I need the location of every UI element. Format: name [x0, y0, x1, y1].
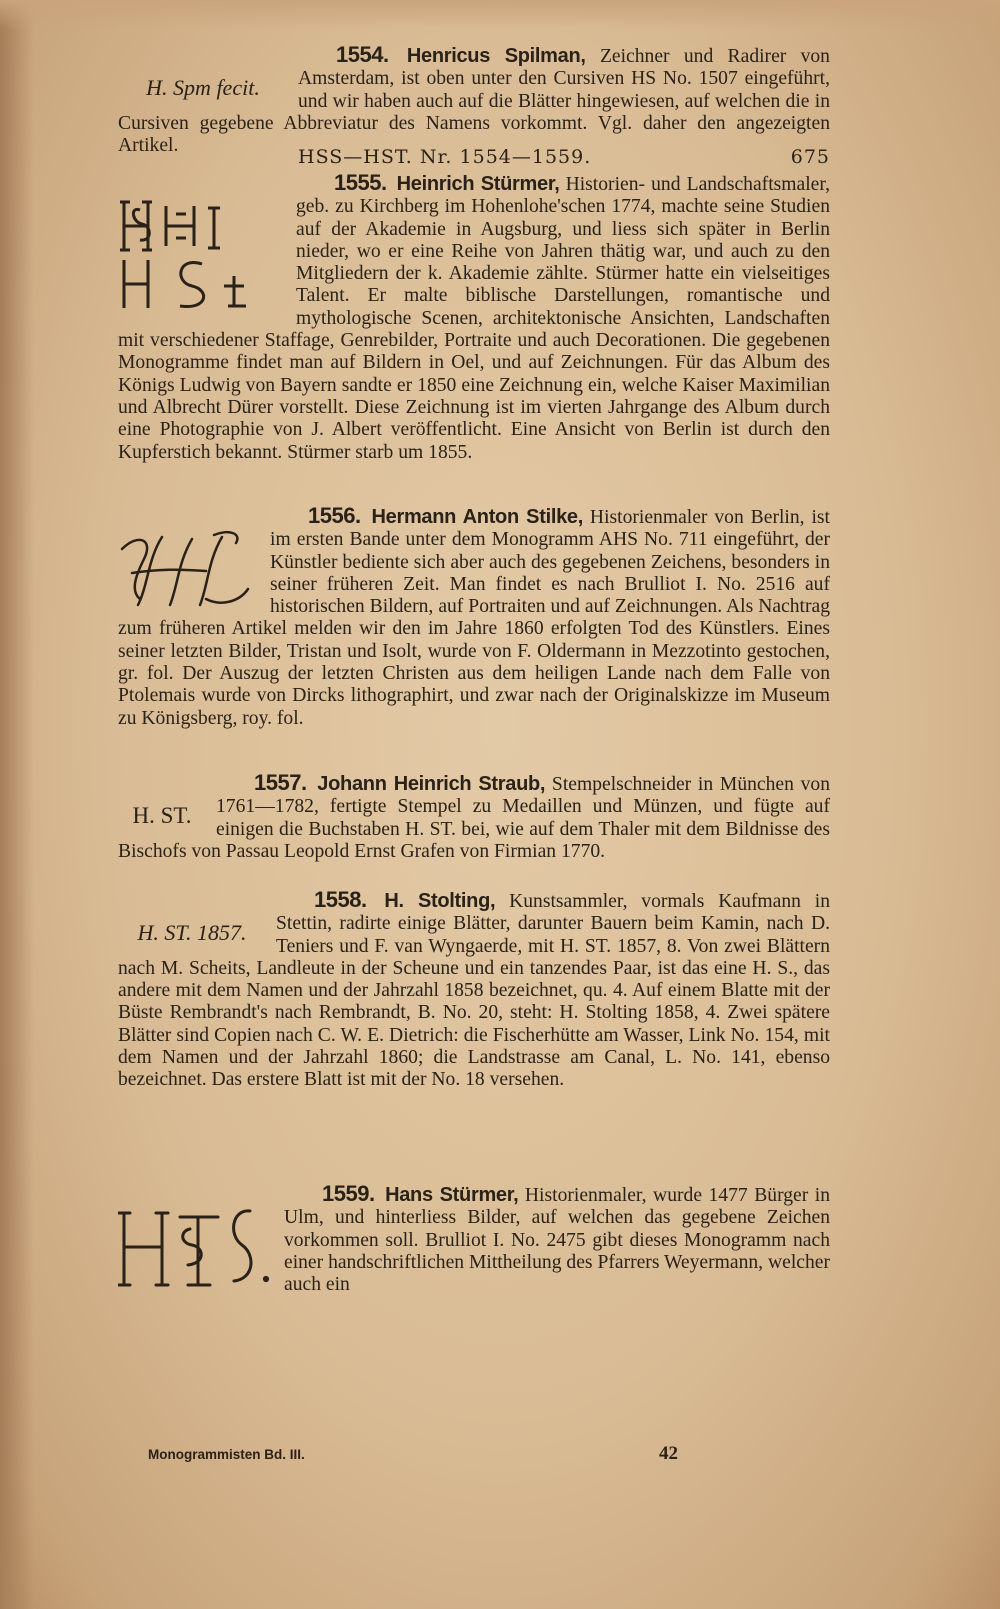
page-number: 675: [790, 146, 830, 168]
entry-1555: [118, 172, 830, 464]
artist-name: H. Stolting,: [384, 890, 496, 912]
artist-name: Henricus Spilman,: [406, 45, 586, 67]
artist-name: Hermann Anton Stilke,: [371, 506, 583, 528]
monogram-1555: [118, 196, 286, 312]
entry-number: 1559.: [322, 1181, 375, 1206]
entry-1558: [118, 889, 830, 1092]
artist-name: Johann Heinrich Straub,: [317, 773, 546, 795]
entry-text: Zeichner und Radirer von Amsterdam, ist oben unter den Cursiven HS No. 1507 eingeführt, und wir haben auch auf die Blätter hingewiesen, auf welchen die in Cursiven gegebene Abbreviatur des Namens vorkommt. Vgl. daher den angezeigten Artikel.: [118, 46, 830, 157]
artist-name: Heinrich Stürmer,: [396, 173, 560, 195]
entry-number: 1554.: [336, 42, 389, 67]
page-shadow-top: [0, 0, 1000, 30]
monogram-1554: [118, 68, 288, 108]
entry-number: 1558.: [314, 887, 367, 912]
entry-text: Historienmaler von Berlin, ist im ersten Bande unter dem Monogramm AHS No. 711 eingeführt, der Künstler bediente sich aber auch des gegebenen Zeichens, besonders in seiner früheren Zeit. Man findet es nach Brulliot I. No. 2516 auf historischen Bildern, auf Portraiten und auf Zeichnungen. Als Nachtrag zum früheren Artikel melden wir den im Jahre 1860 erfolgten Tod des Künstlers. Eines seiner letzten Bilder, Tristan und Isolt, wurde von F. Oldermann in Mezzotinto gestochen, gr. fol. Der Auszug der letzten Christen aus dem heiligen Lande nach dem Falle von Ptolemais wurde von Dircks lithographirt, und zwar nach der Originalskizze im Museum zu Königsberg, roy. fol.: [118, 507, 830, 729]
entry-1559: [118, 1183, 830, 1296]
entry-1556: [118, 505, 830, 730]
entry-number: 1555.: [334, 170, 387, 195]
entry-number: 1556.: [308, 503, 361, 528]
monogram-1559: [118, 1207, 274, 1289]
entry-paragraph-1557: [118, 772, 830, 863]
page-shadow-left: [0, 0, 34, 1609]
entry-text: Historienmaler, wurde 1477 Bürger in Ulm, und hinterliess Bilder, auf welchen das gegebene Zeichen vorkommen soll. Brulliot I. No. 2475 gibt dieses Monogramm nach einer handschriftlichen Mittheilung des Pfarrers Weyermann, welcher auch ein: [284, 1185, 830, 1296]
monogram-hs-icon: [118, 196, 286, 312]
monogram-1557: [118, 796, 206, 836]
entry-number: 1557.: [254, 770, 307, 795]
monogram-hast-icon: [118, 529, 260, 611]
page-footer: [148, 1443, 678, 1471]
signature-mark: 42: [659, 1443, 678, 1464]
entry-1554: [118, 44, 830, 157]
monogram-text-1557: H. ST.: [132, 802, 192, 828]
entry-text: Stempelschneider in München von 1761—1782, fertigte Stempel zu Medaillen und Münzen, und fügte auf einigen die Buchstaben H. ST. bei, wie auf dem Thaler mit dem Bildnisse des Bischofs von Passau Leopold Ernst Grafen von Firmian 1770.: [118, 774, 831, 862]
monogram-hs-stuermer-icon: [118, 1207, 274, 1289]
monogram-text-1558: H. ST. 1857.: [137, 919, 247, 945]
monogram-1558: [118, 913, 266, 953]
running-title: HSS—HST. Nr. 1554—1559.: [298, 146, 592, 168]
entry-1557: [118, 772, 830, 863]
monogram-text-1554: H. Spm fecit.: [146, 74, 260, 100]
monogram-1556: [118, 529, 260, 611]
artist-name: Hans Stürmer,: [385, 1184, 519, 1206]
entry-text: Historien- und Landschaftsmaler, geb. zu Kirchberg im Hohenlohe'schen 1774, machte seine Studien auf der Akademie in Augsburg, und liess sich später in Berlin nieder, wo er eine Reihe von Jahren thätig war, und auch zu den Mitgliedern der k. Akademie zählte. Stürmer hatte ein vielseitiges Talent. Er malte biblische Darstellungen, romantische und mythologische Scenen, architektonische Ansichten, Landschaften mit verschiedener Staffage, Genrebilder, Portraite und auch Decorationen. Die gegebenen Monogramme findet man auf Bildern in Oel, und auf Zeichnungen. Für das Album des Königs Ludwig von Bayern sandte er 1850 eine Zeichnung ein, welche Kaiser Maximilian und Albrecht Dürer vorstellt. Diese Zeichnung ist im vierten Jahrgange des Album durch eine Photographie von J. Albert veröffentlicht. Eine Ansicht von Berlin ist durch den Kupferstich bekannt. Stürmer starb um 1855.: [118, 174, 830, 463]
entry-text: Kunstsammler, vormals Kaufmann in Stettin, radirte einige Blätter, darunter Bauern beim Kamin, nach D. Teniers und F. van Wyngaerde, mit H. ST. 1857, 8. Von zwei Blättern nach M. Scheits, Landleute in der Scheune und ein tanzendes Paar, ist das eine H. S., das andere mit dem Namen und der Jahrzahl 1858 bezeichnet, qu. 4. Auf einem Blatte mit der Büste Rembrandt's nach Rembrandt, B. No. 20, steht: H. Stolting 1858, 4. Zwei spätere Blätter sind Copien nach C. W. E. Dietrich: die Fischerhütte am Wasser, Link No. 154, mit dem Namen und der Jahrzahl 1860; die Landstrasse am Canal, L. No. 141, ebenso bezeichnet. Das erstere Blatt ist mit der No. 18 versehen.: [118, 891, 830, 1091]
signature-line: Monogrammisten Bd. III.: [148, 1447, 305, 1462]
